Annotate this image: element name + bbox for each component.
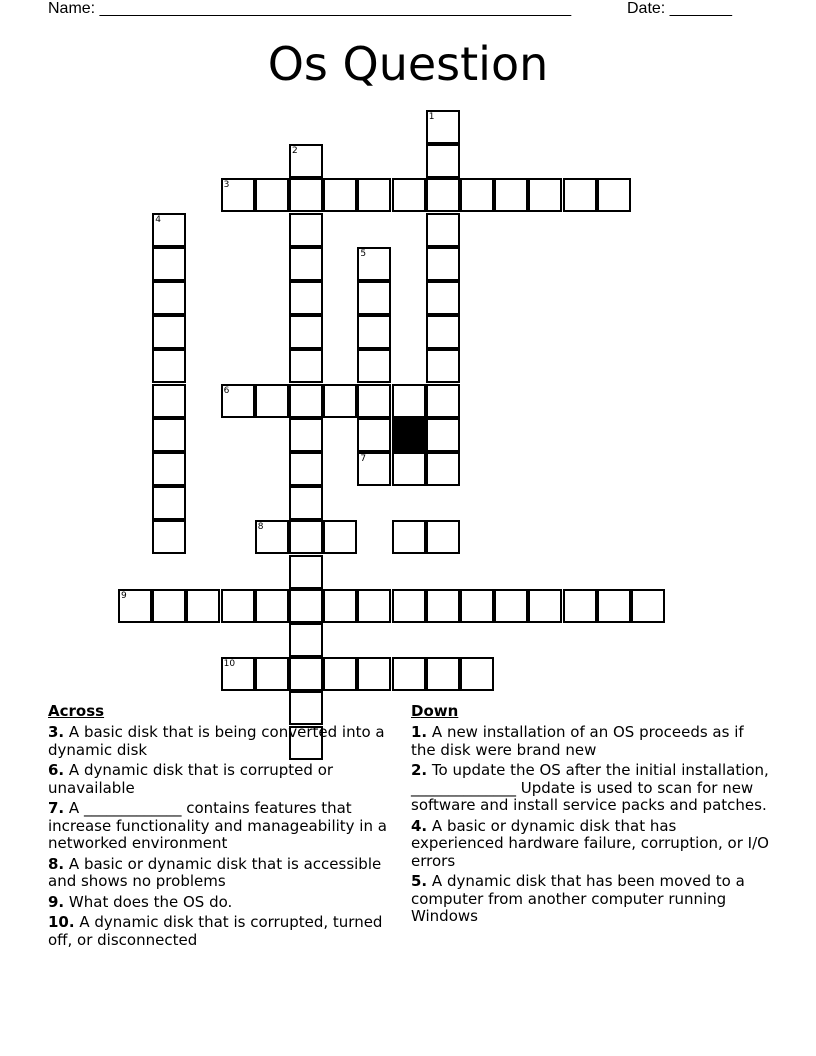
- crossword-cell[interactable]: [152, 349, 186, 383]
- crossword-cell[interactable]: [357, 418, 391, 452]
- crossword-cell[interactable]: [426, 384, 460, 418]
- clue-text: A dynamic disk that has been moved to a computer from another computer running Windows: [411, 872, 745, 925]
- crossword-cell[interactable]: [255, 589, 289, 623]
- clue-number-label: 6.: [48, 761, 65, 779]
- crossword-cell[interactable]: [289, 555, 323, 589]
- crossword-cell[interactable]: [357, 247, 391, 281]
- clue-number: 2: [292, 146, 298, 157]
- crossword-cell[interactable]: [631, 589, 665, 623]
- crossword-cell[interactable]: [357, 178, 391, 212]
- clue-text: A dynamic disk that is corrupted or unavailable: [48, 761, 334, 797]
- crossword-cell[interactable]: [392, 657, 426, 691]
- crossword-cell[interactable]: [152, 452, 186, 486]
- crossword-cell[interactable]: [460, 657, 494, 691]
- crossword-cell[interactable]: [289, 144, 323, 178]
- clue-number-label: 8.: [48, 854, 65, 873]
- crossword-cell[interactable]: [255, 520, 289, 554]
- crossword-cell[interactable]: [221, 657, 255, 691]
- crossword-cell[interactable]: [152, 213, 186, 247]
- crossword-cell[interactable]: [392, 178, 426, 212]
- down-heading: Down: [411, 702, 459, 720]
- crossword-cell[interactable]: [289, 384, 323, 418]
- crossword-cell[interactable]: [323, 589, 357, 623]
- crossword-cell[interactable]: [118, 589, 152, 623]
- clue-text: A basic or dynamic disk that has experienced hardware failure, corruption, or I/O errors: [411, 816, 769, 870]
- crossword-cell[interactable]: [426, 247, 460, 281]
- clue-number: 7: [360, 454, 367, 464]
- clue-item: [411, 818, 771, 871]
- crossword-cell[interactable]: [426, 589, 460, 623]
- clue-item: [411, 724, 771, 759]
- name-field-label[interactable]: Name: _____________________________________________________: [48, 0, 572, 17]
- crossword-cell[interactable]: [392, 452, 426, 486]
- crossword-cell[interactable]: [494, 589, 528, 623]
- crossword-cell[interactable]: [528, 178, 562, 212]
- clue-item: [48, 894, 398, 912]
- clue-text: A new installation of an OS proceeds as if the disk were brand new: [411, 723, 744, 759]
- clue-number: 8: [257, 522, 264, 533]
- crossword-cell[interactable]: [289, 178, 323, 212]
- crossword-cell[interactable]: [323, 178, 357, 212]
- crossword-cell[interactable]: [357, 452, 391, 486]
- clue-text: A basic disk that is being converted into a dynamic disk: [48, 723, 385, 759]
- clue-number: 9: [121, 590, 127, 601]
- crossword-cell[interactable]: [255, 178, 289, 212]
- clue-item: [48, 856, 398, 891]
- crossword-cell[interactable]: [323, 520, 357, 554]
- across-heading: Across: [48, 702, 105, 720]
- crossword-cell[interactable]: [426, 315, 460, 349]
- crossword-cell[interactable]: [221, 178, 255, 212]
- crossword-cell[interactable]: [152, 247, 186, 281]
- clue-item: [48, 914, 398, 949]
- crossword-cell[interactable]: [426, 213, 460, 247]
- clue-text: A dynamic disk that is corrupted, turned off, or disconnected: [48, 913, 383, 949]
- crossword-cell[interactable]: [392, 589, 426, 623]
- crossword-cell[interactable]: [528, 589, 562, 623]
- clue-item: [411, 762, 771, 815]
- crossword-cell[interactable]: [152, 589, 186, 623]
- crossword-cell[interactable]: [426, 144, 460, 178]
- crossword-cell[interactable]: [426, 657, 460, 691]
- clue-number-label: 1.: [411, 723, 428, 741]
- crossword-cell[interactable]: [152, 486, 186, 520]
- clue-number-label: 7.: [48, 799, 65, 817]
- clue-number: 6: [223, 385, 230, 396]
- clue-number: 1: [428, 112, 435, 122]
- clue-text: To update the OS after the initial installation, ______________ Update is used to scan for new software and install service packs and patches.: [411, 761, 769, 814]
- crossword-cell[interactable]: [152, 384, 186, 418]
- crossword-cell[interactable]: [426, 452, 460, 486]
- clue-number-label: 3.: [48, 723, 65, 741]
- crossword-cell[interactable]: [357, 589, 391, 623]
- crossword-cell[interactable]: [563, 589, 597, 623]
- crossword-cell[interactable]: [289, 520, 323, 554]
- clue-item: [411, 873, 771, 926]
- crossword-cell[interactable]: [152, 520, 186, 554]
- crossword-cell[interactable]: [255, 657, 289, 691]
- crossword-cell[interactable]: [289, 349, 323, 383]
- clue-number: 10: [223, 659, 236, 670]
- crossword-cell[interactable]: [357, 315, 391, 349]
- crossword-cell[interactable]: [221, 589, 255, 623]
- clue-number-label: 5.: [411, 872, 428, 890]
- clue-item: [48, 800, 398, 853]
- crossword-cell[interactable]: [426, 281, 460, 315]
- crossword-cell[interactable]: [392, 384, 426, 418]
- crossword-cell[interactable]: [186, 589, 220, 623]
- crossword-cell[interactable]: [152, 315, 186, 349]
- crossword-cell[interactable]: [460, 589, 494, 623]
- clue-number: 3: [223, 180, 230, 191]
- crossword-cell[interactable]: [289, 589, 323, 623]
- crossword-cell[interactable]: [426, 110, 460, 144]
- crossword-cell[interactable]: [289, 623, 323, 657]
- crossword-cell[interactable]: [323, 657, 357, 691]
- crossword-cell[interactable]: [357, 657, 391, 691]
- clue-item: [48, 762, 398, 797]
- across-clues: [48, 702, 398, 952]
- down-clues: [411, 702, 771, 929]
- crossword-cell[interactable]: [289, 452, 323, 486]
- clue-number-label: 10.: [48, 913, 75, 931]
- clue-text: A basic or dynamic disk that is accessible and shows no problems: [48, 854, 382, 890]
- crossword-cell[interactable]: [426, 178, 460, 212]
- crossword-cell[interactable]: [289, 418, 323, 452]
- clue-text: A _____________ contains features that increase functionality and manageability in a networked environment: [48, 799, 387, 852]
- crossword-cell[interactable]: [357, 349, 391, 383]
- crossword-cell[interactable]: [289, 657, 323, 691]
- crossword-cell[interactable]: [597, 589, 631, 623]
- page-title: Os Question: [267, 37, 549, 91]
- crossword-cell[interactable]: [289, 247, 323, 281]
- crossword-cell[interactable]: [289, 281, 323, 315]
- date-field-label[interactable]: Date: _______: [627, 0, 732, 17]
- clue-number-label: 2.: [411, 761, 428, 779]
- crossword-cell[interactable]: [426, 418, 460, 452]
- crossword-cell[interactable]: [563, 178, 597, 212]
- crossword-black-cell: [392, 418, 426, 452]
- crossword-cell[interactable]: [152, 281, 186, 315]
- clue-number-label: 9.: [48, 892, 65, 911]
- crossword-cell[interactable]: [255, 384, 289, 418]
- crossword-cell[interactable]: [289, 213, 323, 247]
- crossword-cell[interactable]: [357, 384, 391, 418]
- crossword-cell[interactable]: [289, 315, 323, 349]
- crossword-cell[interactable]: [392, 520, 426, 554]
- crossword-cell[interactable]: [357, 281, 391, 315]
- crossword-cell[interactable]: [494, 178, 528, 212]
- clue-number-label: 4.: [411, 816, 428, 835]
- crossword-cell[interactable]: [323, 384, 357, 418]
- crossword-cell[interactable]: [289, 486, 323, 520]
- clue-number: 4: [155, 214, 161, 225]
- clue-text: What does the OS do.: [64, 892, 233, 911]
- crossword-cell[interactable]: [426, 349, 460, 383]
- crossword-cell[interactable]: [426, 520, 460, 554]
- crossword-cell[interactable]: [152, 418, 186, 452]
- crossword-cell[interactable]: [460, 178, 494, 212]
- clue-number: 5: [360, 248, 367, 259]
- crossword-cell[interactable]: [221, 384, 255, 418]
- clue-item: [48, 724, 398, 759]
- crossword-cell[interactable]: [597, 178, 631, 212]
